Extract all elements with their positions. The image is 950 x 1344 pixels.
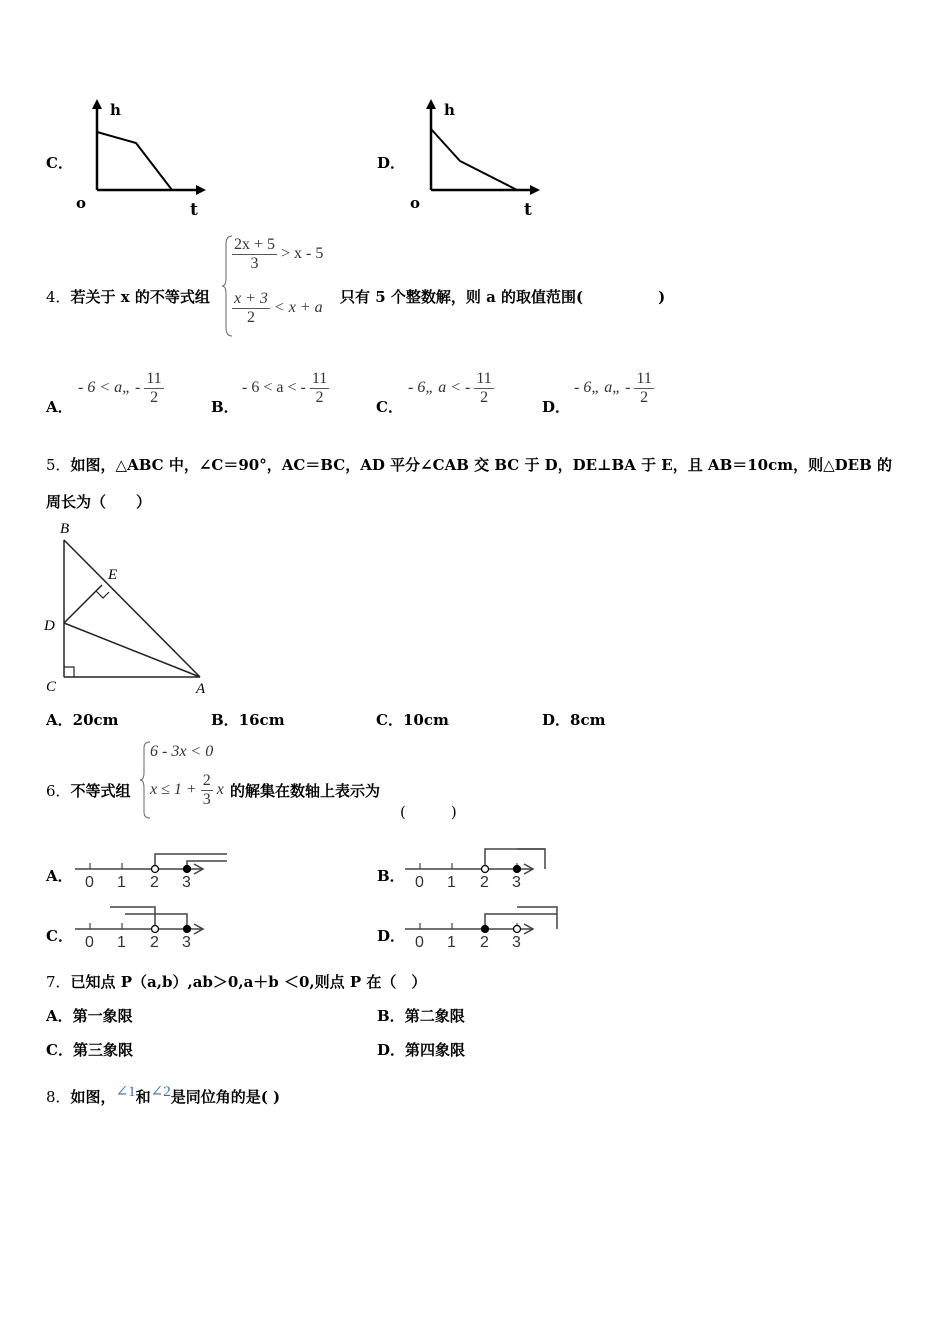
q6-paren: ( ) [400, 803, 457, 821]
label-d: D [44, 618, 55, 634]
q4-option-d-label: D． [542, 398, 571, 416]
tick-label: 2 [480, 874, 489, 891]
q6-ineq1: 6 - 3x < 0 [150, 743, 214, 760]
tick-label: 1 [117, 934, 126, 951]
q6-text: 6．不等式组 [46, 782, 131, 800]
tick-label: 3 [182, 934, 191, 951]
q7-option-a[interactable]: A．第一象限 [46, 1007, 133, 1025]
q4-option-b-label: B． [211, 398, 239, 416]
tick-label: 2 [150, 934, 159, 951]
graph-d [404, 95, 554, 225]
tick-label: 3 [512, 934, 521, 951]
tick-label: 3 [182, 874, 191, 891]
tick-label: 1 [447, 934, 456, 951]
q4-option-a[interactable]: - 6 < a„ - $\frac{11}{2}$ [78, 370, 162, 406]
q4-text: 4．若关于 x 的不等式组 [46, 288, 210, 306]
axis-h-label: h [110, 101, 121, 119]
q6-text-after: 的解集在数轴上表示为 [230, 782, 381, 800]
open-point [514, 926, 521, 933]
q7-option-c[interactable]: C．第三象限 [46, 1041, 133, 1059]
q7-option-b[interactable]: B．第二象限 [377, 1007, 465, 1025]
tick-label: 2 [150, 874, 159, 891]
graph-c [70, 95, 220, 225]
axis-t-label: t [190, 200, 198, 220]
open-point [152, 926, 159, 933]
origin-label: o [76, 194, 87, 212]
tick-label: 1 [447, 874, 456, 891]
label-c: C [46, 679, 57, 695]
q6-option-d-label: D． [377, 927, 406, 945]
q5-option-c[interactable]: C．10cm [376, 711, 449, 729]
closed-point [514, 866, 521, 873]
q4-text-after: 只有 5 个整数解，则 a 的取值范围( ) [340, 288, 666, 306]
q5-option-d[interactable]: D．8cm [542, 711, 606, 729]
open-point [482, 866, 489, 873]
q4-option-a-label: A． [46, 398, 73, 416]
axis-h-label: h [444, 101, 455, 119]
open-point [152, 866, 159, 873]
closed-point [184, 866, 191, 873]
option-d-label: D． [377, 154, 406, 172]
closed-point [184, 926, 191, 933]
tick-label: 0 [415, 934, 424, 951]
q4-option-c-label: C． [376, 398, 403, 416]
q4-ineq2: $\frac{x + 3}{2}$ < x + a [234, 290, 323, 326]
q6-option-c-label: C． [46, 927, 73, 945]
q6-ineq2: x ≤ 1 + $\frac{2}{3}$ x [150, 772, 224, 808]
label-b: B [60, 521, 70, 537]
q5-option-a[interactable]: A．20cm [46, 711, 119, 729]
option-c-label: C． [46, 154, 73, 172]
q5-option-b[interactable]: B．16cm [211, 711, 285, 729]
tick-label: 2 [480, 934, 489, 951]
q5-line2: 周长为（ ） [46, 493, 152, 511]
q4-option-b[interactable]: - 6 < a < - $\frac{11}{2}$ [242, 370, 328, 406]
q5-line1: 5．如图，△ABC 中，∠C＝90°，AC＝BC，AD 平分∠CAB 交 BC 于 D，DE⊥BA 于 E，且 AB＝10cm，则△DEB 的 [46, 456, 893, 474]
closed-point [482, 926, 489, 933]
tick-label: 1 [117, 874, 126, 891]
q8-text: 8．如图，∠1和∠2是同位角的是( ) [46, 1084, 281, 1106]
tick-label: 0 [85, 874, 94, 891]
tick-label: 3 [512, 874, 521, 891]
number-line-d[interactable] [400, 905, 570, 955]
label-a: A [196, 681, 206, 697]
triangle-figure [40, 516, 220, 696]
tick-label: 0 [415, 874, 424, 891]
number-line-a[interactable] [70, 845, 240, 895]
tick-label: 0 [85, 934, 94, 951]
q4-option-c[interactable]: - 6„ a < - $\frac{11}{2}$ [408, 370, 492, 406]
q6-option-a-label: A． [46, 867, 73, 885]
q4-ineq1: $\frac{2x + 5}{3}$ > x - 5 [234, 236, 324, 272]
q7-option-d[interactable]: D．第四象限 [377, 1041, 466, 1059]
q6-option-b-label: B． [377, 867, 405, 885]
q7-text: 7．已知点 P（a,b）,ab＞0,a＋b ＜0,则点 P 在（ ） [46, 973, 427, 991]
number-line-b[interactable] [400, 845, 570, 895]
number-line-c[interactable] [70, 905, 240, 955]
origin-label: o [410, 194, 421, 212]
label-e: E [108, 567, 118, 583]
axis-t-label: t [524, 200, 532, 220]
q4-option-d[interactable]: - 6„ a„ - $\frac{11}{2}$ [574, 370, 652, 406]
